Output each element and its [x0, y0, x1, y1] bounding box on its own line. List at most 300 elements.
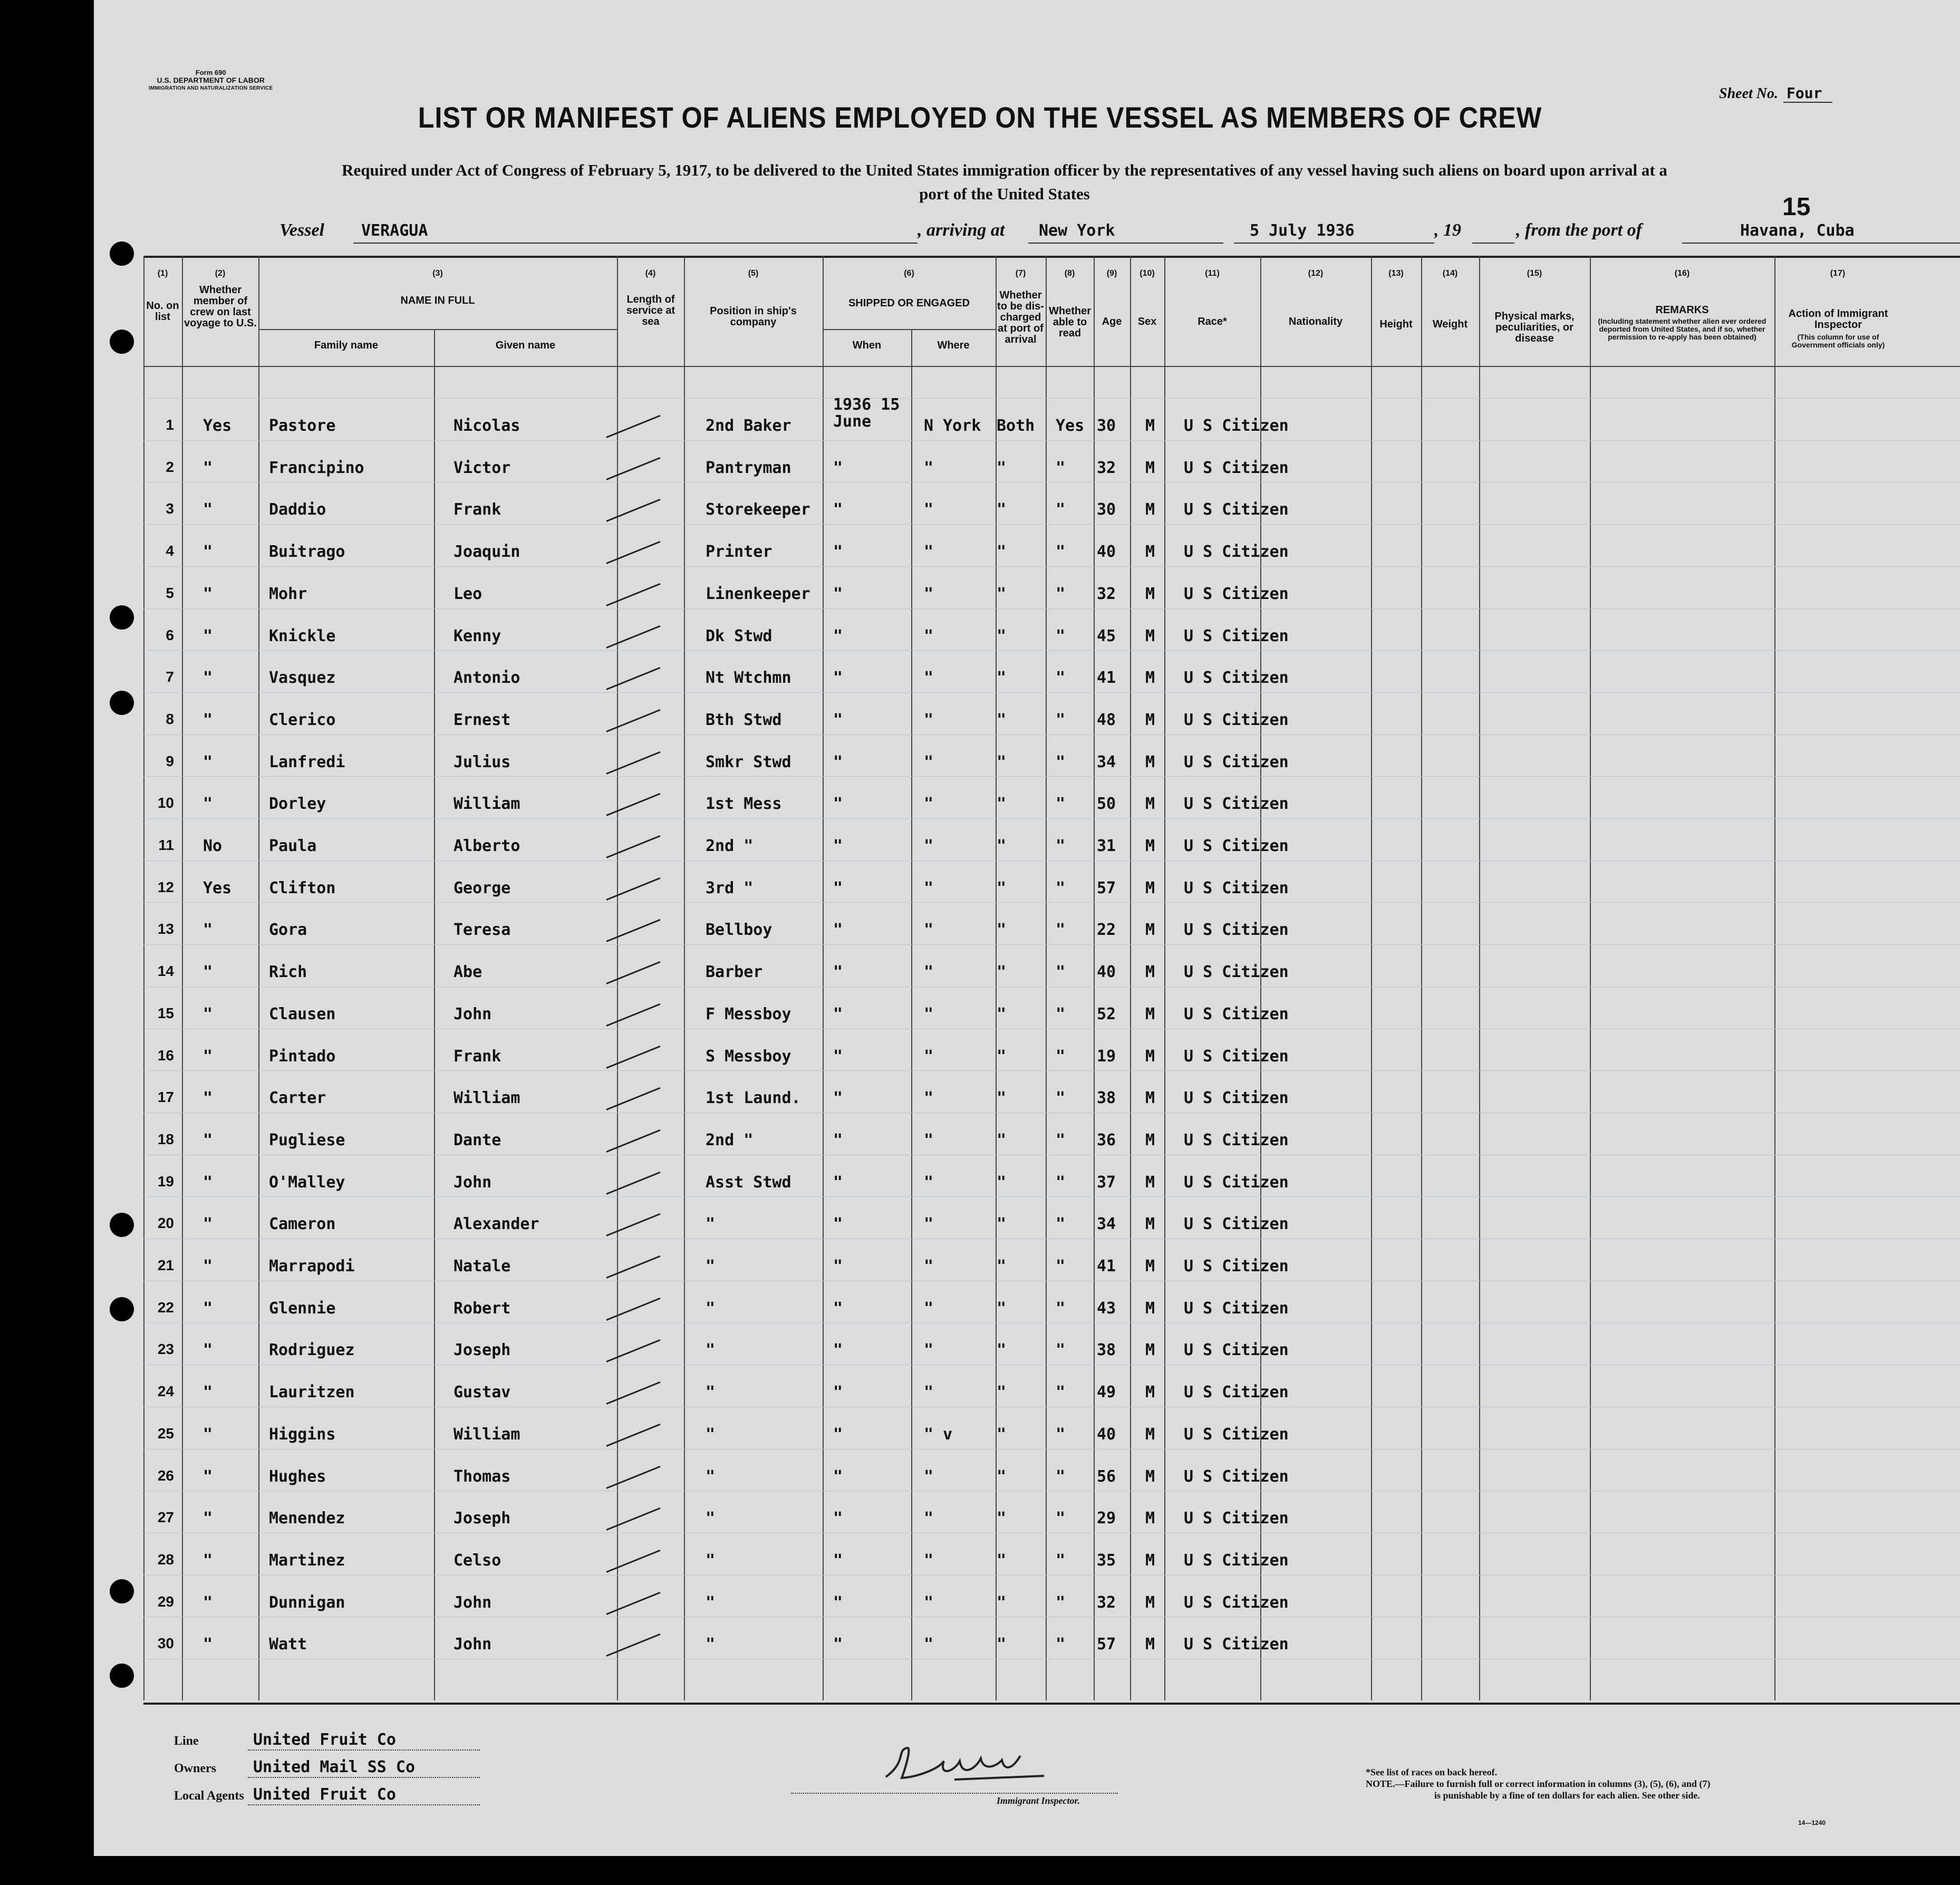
position-value: Printer	[706, 543, 773, 562]
sex-value: M	[1145, 1299, 1155, 1318]
row-number: 17	[157, 1089, 174, 1106]
discharged-value: "	[997, 1004, 1007, 1023]
race-value: U S Citizen	[1184, 1173, 1289, 1192]
age-value: 30	[1097, 500, 1116, 519]
shipped-when: "	[833, 669, 843, 688]
sex-value: M	[1145, 1383, 1155, 1402]
shipped-when: "	[833, 710, 843, 729]
owners-label: Owners	[174, 1762, 216, 1775]
age-value: 32	[1097, 584, 1116, 603]
shipped-when: "	[833, 1257, 843, 1275]
header-shipped-or-engaged: SHIPPED OR ENGAGED	[848, 297, 970, 309]
header-remarks: REMARKS	[1655, 304, 1709, 316]
family-name: Martinez	[269, 1551, 345, 1570]
shipped-where: "	[924, 1551, 934, 1570]
last-voyage-value: "	[203, 626, 213, 645]
shipped-where: "	[924, 1257, 934, 1275]
age-value: 31	[1097, 837, 1116, 855]
given-name: Robert	[453, 1299, 511, 1318]
position-value: "	[706, 1257, 716, 1275]
sex-value: M	[1145, 458, 1155, 477]
position-value: S Messboy	[706, 1047, 791, 1066]
able-to-read-value: "	[1056, 837, 1066, 855]
last-voyage-value: "	[203, 1593, 213, 1612]
age-value: 45	[1097, 626, 1116, 645]
discharged-value: "	[997, 1299, 1007, 1318]
position-value: Bellboy	[706, 921, 773, 940]
column-number: (11)	[1205, 269, 1220, 278]
family-name: Clifton	[269, 878, 336, 897]
sex-value: M	[1145, 963, 1155, 982]
able-to-read-value: "	[1056, 1593, 1066, 1612]
sex-value: M	[1145, 1257, 1155, 1275]
position-value: 2nd "	[706, 1130, 754, 1149]
discharged-value: "	[997, 878, 1007, 897]
given-name: John	[453, 1593, 492, 1612]
race-value: U S Citizen	[1184, 1004, 1289, 1023]
age-value: 32	[1097, 458, 1116, 477]
age-value: 57	[1097, 878, 1116, 897]
discharged-value: "	[997, 626, 1007, 645]
shipped-where: "	[924, 837, 934, 855]
shipped-when: "	[833, 1341, 843, 1360]
shipped-when: "	[833, 543, 843, 562]
shipped-where: "	[924, 669, 934, 688]
race-value: U S Citizen	[1184, 1593, 1289, 1612]
able-to-read-value: "	[1056, 1551, 1066, 1570]
shipped-where: "	[924, 1341, 934, 1360]
discharged-value: "	[997, 1593, 1007, 1612]
row-number: 23	[157, 1341, 174, 1358]
sheet-number	[1719, 84, 1832, 102]
shipped-when: "	[833, 1425, 843, 1444]
age-value: 34	[1097, 1215, 1116, 1234]
agents-field	[174, 1785, 396, 1804]
family-name: Clausen	[269, 1004, 336, 1023]
age-value: 41	[1097, 669, 1116, 688]
column-number: (5)	[748, 269, 759, 278]
arrival-date: 5 July 1936	[1250, 221, 1355, 240]
row-number: 11	[158, 837, 174, 853]
row-number: 21	[157, 1257, 174, 1273]
owners-field	[174, 1758, 415, 1776]
line-label: Line	[174, 1734, 199, 1748]
last-voyage-value: "	[203, 500, 213, 519]
race-note: *See list of races on back hereof.	[1366, 1767, 1498, 1777]
shipped-when: "	[833, 1299, 843, 1318]
position-value: 1st Mess	[706, 795, 782, 814]
shipped-where: "	[924, 1467, 934, 1486]
discharged-value: "	[997, 1089, 1007, 1108]
shipped-when: "	[833, 1004, 843, 1023]
able-to-read-value: "	[1056, 626, 1066, 645]
column-number: (10)	[1140, 269, 1155, 278]
header-remarks-note: (Including statement whether alien ever ordered deported from United States, and if so, whether permission to re-apply has been obtained)	[1598, 317, 1766, 341]
race-value: U S Citizen	[1184, 1635, 1289, 1654]
form-number: Form 690	[195, 69, 226, 76]
row-number: 28	[157, 1551, 174, 1568]
column-number: (16)	[1674, 269, 1690, 278]
column-number: (12)	[1308, 269, 1324, 278]
able-to-read-value: "	[1056, 795, 1066, 814]
sex-value: M	[1145, 1173, 1155, 1192]
shipped-when: "	[833, 500, 843, 519]
race-value: U S Citizen	[1184, 1130, 1289, 1149]
able-to-read-value: "	[1056, 878, 1066, 897]
shipped-when: "	[833, 1383, 843, 1402]
document-subtitle	[179, 158, 1830, 206]
header-physical-marks: Physical marks, peculiarities, or disease	[1494, 311, 1575, 344]
last-voyage-value: "	[203, 669, 213, 688]
family-name: Lauritzen	[269, 1383, 355, 1402]
row-number: 2	[166, 458, 174, 475]
sex-value: M	[1145, 669, 1155, 688]
shipped-when: "	[833, 1467, 843, 1486]
position-value: "	[706, 1593, 716, 1612]
able-to-read-value: "	[1056, 963, 1066, 982]
departure-port: Havana, Cuba	[1740, 221, 1855, 240]
able-to-read-value: "	[1056, 1425, 1066, 1444]
penalty-note-2: is punishable by a fine of ten dollars for each alien. See other side.	[1434, 1790, 1700, 1801]
race-value: U S Citizen	[1184, 710, 1289, 729]
able-to-read-value: "	[1056, 500, 1066, 519]
last-voyage-value: "	[203, 584, 213, 603]
page-number: 15	[1782, 193, 1811, 221]
last-voyage-value: "	[203, 1383, 213, 1402]
family-name: Watt	[269, 1635, 307, 1654]
last-voyage-value: "	[203, 1215, 213, 1234]
race-value: U S Citizen	[1184, 1215, 1289, 1234]
age-value: 43	[1097, 1299, 1116, 1318]
discharged-value: "	[997, 1130, 1007, 1149]
line-value: United Fruit Co	[253, 1731, 396, 1749]
owners-value: United Mail SS Co	[253, 1758, 416, 1776]
race-value: U S Citizen	[1184, 921, 1289, 940]
race-value: U S Citizen	[1184, 500, 1289, 519]
given-name: Alexander	[453, 1215, 539, 1234]
position-value: Linenkeeper	[706, 584, 810, 603]
race-value: U S Citizen	[1184, 1551, 1289, 1570]
family-name: Francipino	[269, 458, 364, 477]
family-name: Knickle	[269, 626, 336, 645]
given-name: Victor	[453, 458, 511, 477]
sex-value: M	[1145, 543, 1155, 562]
family-name: Glennie	[269, 1299, 336, 1318]
age-value: 57	[1097, 1635, 1116, 1654]
position-value: Dk Stwd	[706, 626, 773, 645]
given-name: Ernest	[453, 710, 511, 729]
sex-value: M	[1145, 500, 1155, 519]
age-value: 56	[1097, 1467, 1116, 1486]
race-value: U S Citizen	[1184, 1089, 1289, 1108]
family-name: Hughes	[269, 1467, 326, 1486]
row-number: 30	[157, 1635, 174, 1652]
shipped-when: "	[833, 1551, 843, 1570]
sex-value: M	[1145, 837, 1155, 855]
sex-value: M	[1145, 752, 1155, 771]
header-length-of-service: Length of service at sea	[626, 294, 675, 327]
shipped-where: "	[924, 1383, 934, 1402]
discharged-value: "	[997, 1047, 1007, 1066]
able-to-read-value: "	[1056, 543, 1066, 562]
family-name: Pintado	[269, 1047, 336, 1066]
able-to-read-value: "	[1056, 1004, 1066, 1023]
sex-value: M	[1145, 1215, 1155, 1234]
discharged-value: "	[997, 837, 1007, 855]
family-name: O'Malley	[269, 1173, 345, 1192]
shipped-when: "	[833, 837, 843, 855]
inspector-signature	[875, 1740, 1055, 1787]
position-value: Nt Wtchmn	[706, 669, 791, 688]
position-value: Asst Stwd	[706, 1173, 791, 1192]
last-voyage-value: "	[203, 1004, 213, 1023]
shipped-where: "	[924, 1593, 934, 1612]
race-value: U S Citizen	[1184, 1425, 1289, 1444]
subtitle-line-1: Required under Act of Congress of February 5, 1917, to be delivered to the United States immigration officer by the representatives of any vessel having such aliens on board upon arrival at a	[342, 161, 1667, 179]
shipped-when: "	[833, 1130, 843, 1149]
shipped-where: "	[924, 1089, 934, 1108]
last-voyage-value: "	[203, 1635, 213, 1654]
age-value: 34	[1097, 752, 1116, 771]
age-value: 30	[1097, 417, 1116, 435]
last-voyage-value: "	[203, 1551, 213, 1570]
last-voyage-value: "	[203, 1509, 213, 1528]
header-height: Height	[1379, 318, 1413, 330]
penalty-note-1: NOTE.—Failure to furnish full or correct information in columns (3), (5), (6), and (7)	[1366, 1778, 1711, 1789]
position-value: F Messboy	[706, 1004, 791, 1023]
last-voyage-value: "	[203, 795, 213, 814]
arrival-port: New York	[1039, 221, 1115, 240]
shipped-when: "	[833, 921, 843, 940]
vessel-label: Vessel	[279, 220, 324, 240]
able-to-read-value: "	[1056, 1130, 1066, 1149]
race-value: U S Citizen	[1184, 626, 1289, 645]
discharged-value: "	[997, 752, 1007, 771]
able-to-read-value: "	[1056, 1635, 1066, 1654]
row-number: 12	[157, 878, 174, 895]
able-to-read-value: "	[1056, 1341, 1066, 1360]
last-voyage-value: "	[203, 543, 213, 562]
family-name: Clerico	[269, 710, 336, 729]
able-to-read-value: "	[1056, 669, 1066, 688]
given-name: Frank	[453, 1047, 501, 1066]
position-value: 2nd "	[706, 837, 754, 855]
age-value: 40	[1097, 1425, 1116, 1444]
row-number: 3	[166, 500, 174, 517]
able-to-read-value: "	[1056, 752, 1066, 771]
last-voyage-value: "	[203, 1341, 213, 1360]
discharged-value: "	[997, 1383, 1007, 1402]
position-value: "	[706, 1299, 716, 1318]
shipped-when: "	[833, 1635, 843, 1654]
column-number: (2)	[215, 269, 226, 278]
family-name: Lanfredi	[269, 752, 345, 771]
shipped-when: "	[833, 1215, 843, 1234]
race-value: U S Citizen	[1184, 543, 1289, 562]
family-name: Marrapodi	[269, 1257, 355, 1275]
race-value: U S Citizen	[1184, 795, 1289, 814]
age-value: 41	[1097, 1257, 1116, 1275]
row-number: 20	[157, 1215, 174, 1232]
column-number: (1)	[157, 269, 168, 278]
able-to-read-value: "	[1056, 1047, 1066, 1066]
position-value: "	[706, 1635, 716, 1654]
sex-value: M	[1145, 1004, 1155, 1023]
family-name: Pugliese	[269, 1130, 345, 1149]
given-name: John	[453, 1004, 492, 1023]
shipped-where: "	[924, 1509, 934, 1528]
shipped-where: "	[924, 1130, 934, 1149]
given-name: Teresa	[453, 921, 511, 940]
age-value: 40	[1097, 543, 1116, 562]
able-to-read-value: "	[1056, 458, 1066, 477]
header-divider	[143, 366, 1960, 367]
age-value: 19	[1097, 1047, 1116, 1066]
discharged-value: "	[997, 669, 1007, 688]
column-number: (13)	[1388, 269, 1404, 278]
row-number: 15	[157, 1004, 174, 1021]
age-value: 50	[1097, 795, 1116, 814]
sex-value: M	[1145, 1425, 1155, 1444]
row-number: 13	[157, 921, 174, 937]
age-value: 37	[1097, 1173, 1116, 1192]
able-to-read-value: "	[1056, 1257, 1066, 1275]
able-to-read-value: "	[1056, 921, 1066, 940]
agents-label: Local Agents	[174, 1789, 244, 1803]
row-number: 18	[157, 1130, 174, 1147]
discharged-value: "	[997, 584, 1007, 603]
age-value: 35	[1097, 1551, 1116, 1570]
last-voyage-value: "	[203, 1130, 213, 1149]
last-voyage-value: Yes	[203, 417, 232, 435]
given-name: Leo	[453, 584, 482, 603]
sex-value: M	[1145, 1635, 1155, 1654]
crew-table	[143, 256, 1960, 1705]
discharged-value: "	[997, 1215, 1007, 1234]
discharged-value: "	[997, 921, 1007, 940]
shipped-where: "	[924, 1299, 934, 1318]
header-inspector-note: (This column for use of Government officials only)	[1791, 333, 1885, 349]
race-value: U S Citizen	[1184, 878, 1289, 897]
row-number: 14	[157, 963, 174, 980]
given-name: Dante	[453, 1130, 501, 1149]
punch-hole	[110, 691, 134, 715]
shipped-when: 1936 15 June	[833, 395, 900, 431]
column-number: (4)	[645, 269, 656, 278]
shipped-where: "	[924, 500, 934, 519]
last-voyage-value: "	[203, 1425, 213, 1444]
discharged-value: "	[997, 1635, 1007, 1654]
row-number: 24	[157, 1383, 174, 1400]
row-number: 29	[157, 1593, 174, 1610]
shipped-when: "	[833, 1509, 843, 1528]
position-value: "	[706, 1383, 716, 1402]
sex-value: M	[1145, 921, 1155, 940]
last-voyage-value: "	[203, 1173, 213, 1192]
shipped-when: "	[833, 458, 843, 477]
sex-value: M	[1145, 1509, 1155, 1528]
footer-notes	[1366, 1766, 1710, 1801]
given-name: Abe	[453, 963, 482, 982]
department-name: U.S. DEPARTMENT OF LABOR	[157, 76, 265, 84]
last-voyage-value: "	[203, 1299, 213, 1318]
header-no-on-list: No. on list	[146, 300, 179, 323]
row-number: 4	[166, 543, 174, 559]
sex-value: M	[1145, 1467, 1155, 1486]
position-value: "	[706, 1509, 716, 1528]
header-nationality: Nationality	[1288, 316, 1343, 327]
shipped-when: "	[833, 1047, 843, 1066]
discharged-value: "	[997, 710, 1007, 729]
last-voyage-value: "	[203, 1089, 213, 1108]
column-number: (14)	[1442, 269, 1458, 278]
sex-value: M	[1145, 1341, 1155, 1360]
given-name: Frank	[453, 500, 501, 519]
given-name: Alberto	[453, 837, 520, 855]
age-value: 36	[1097, 1130, 1116, 1149]
race-value: U S Citizen	[1184, 1341, 1289, 1360]
shipped-when: "	[833, 963, 843, 982]
inspector-label: Immigrant Inspector.	[997, 1795, 1080, 1806]
race-value: U S Citizen	[1184, 1299, 1289, 1318]
family-name: Carter	[269, 1089, 326, 1108]
given-name: Celso	[453, 1551, 501, 1570]
position-value: 3rd "	[706, 878, 754, 897]
header-sex: Sex	[1137, 316, 1157, 327]
sex-value: M	[1145, 1047, 1155, 1066]
family-name: Daddio	[269, 500, 326, 519]
column-number: (3)	[432, 269, 443, 278]
able-to-read-value: "	[1056, 1089, 1066, 1108]
header-when: When	[852, 340, 882, 351]
race-value: U S Citizen	[1184, 1509, 1289, 1528]
age-value: 22	[1097, 921, 1116, 940]
age-value: 40	[1097, 963, 1116, 982]
last-voyage-value: "	[203, 752, 213, 771]
agents-value: United Fruit Co	[253, 1785, 396, 1804]
shipped-where: "	[924, 1173, 934, 1192]
able-to-read-value: "	[1056, 1509, 1066, 1528]
family-name: Pastore	[269, 417, 336, 435]
header-given-name: Given name	[495, 340, 556, 351]
row-number: 5	[166, 584, 174, 601]
given-name: Joseph	[453, 1341, 511, 1360]
shipped-when: "	[833, 752, 843, 771]
row-number: 25	[157, 1425, 174, 1442]
given-name: Joaquin	[453, 543, 520, 562]
row-number: 27	[157, 1509, 174, 1526]
able-to-read-value: "	[1056, 1299, 1066, 1318]
able-to-read-value: "	[1056, 1383, 1066, 1402]
punch-hole	[110, 605, 134, 630]
shipped-when: "	[833, 795, 843, 814]
discharged-value: Both	[997, 417, 1035, 435]
able-to-read-value: Yes	[1056, 417, 1085, 435]
last-voyage-value: "	[203, 1257, 213, 1275]
family-name: Vasquez	[269, 669, 336, 688]
discharged-value: "	[997, 1341, 1007, 1360]
given-name: Joseph	[453, 1509, 511, 1528]
sex-value: M	[1145, 584, 1155, 603]
vessel-details	[279, 220, 1861, 247]
form-identifier	[149, 69, 273, 92]
position-value: Barber	[706, 963, 763, 982]
service-name: IMMIGRATION AND NATURALIZATION SERVICE	[149, 85, 273, 91]
shipped-where: "	[924, 458, 934, 477]
given-name: Julius	[453, 752, 511, 771]
given-name: William	[453, 1089, 520, 1108]
sex-value: M	[1145, 1593, 1155, 1612]
